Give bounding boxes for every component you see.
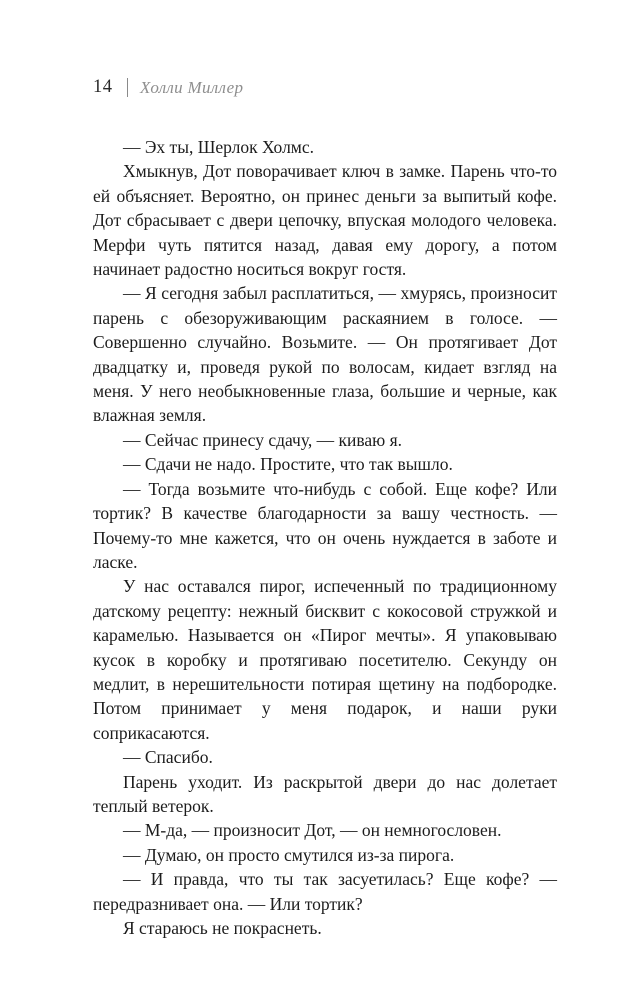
- paragraph: — М-да, — произносит Дот, — он немногословен.: [123, 820, 502, 841]
- page-number: 14: [93, 77, 113, 98]
- running-header: [93, 78, 557, 97]
- paragraph: — Я сегодня забыл расплатиться, — хмурясь, произносит парень с обезоруживающим раскаянием в голосе. — Совершенно случайно. Возьмите. — Он протягивает Дот двадцатку и, проведя рукой по волосам, кидает взгляд на меня. У него необыкновенные глаза, большие и черные, как влажная земля.: [93, 283, 557, 426]
- running-header-author: Холли Миллер: [140, 78, 244, 97]
- paragraph: — Тогда возьмите что-нибудь с собой. Еще кофе? Или тортик? В качестве благодарности за вашу честность. — Почему-то мне кажется, что он очень нуждается в заботе и ласке.: [93, 478, 557, 572]
- paragraph: — Думаю, он просто смутился из-за пирога.: [123, 844, 455, 865]
- paragraph: — Спасибо.: [123, 747, 213, 768]
- header-divider: [127, 78, 129, 97]
- paragraph: — Сейчас принесу сдачу, — киваю я.: [123, 429, 403, 450]
- paragraph: Хмыкнув, Дот поворачивает ключ в замке. Парень что-то ей объясняет. Вероятно, он принес деньги за выпитый кофе. Дот сбрасывает с двери цепочку, впуская молодого человека. Мерфи чуть пятится назад, давая ему дорогу, а потом начинает радостно носиться вокруг гостя.: [93, 161, 557, 280]
- paragraph: У нас оставался пирог, испеченный по традиционному датскому рецепту: нежный бисквит с кокосовой стружкой и карамелью. Называется он «Пирог мечты». Я упаковываю кусок в коробку и протягиваю посетителю. Секунду он медлит, в нерешительности потирая щетину на подбородке. Потом принимает у меня подарок, и наши руки соприкасаются.: [93, 576, 557, 743]
- paragraph: — Сдачи не надо. Простите, что так вышло.: [123, 454, 453, 475]
- paragraph: — Эх ты, Шерлок Холмс.: [123, 137, 315, 157]
- body-text: [93, 135, 557, 940]
- paragraph: — И правда, что ты так засуетилась? Еще кофе? — передразнивает она. — Или тортик?: [93, 869, 557, 914]
- paragraph: Я стараюсь не покраснеть.: [123, 918, 322, 938]
- paragraph: Парень уходит. Из раскрытой двери до нас долетает теплый ветерок.: [93, 771, 557, 816]
